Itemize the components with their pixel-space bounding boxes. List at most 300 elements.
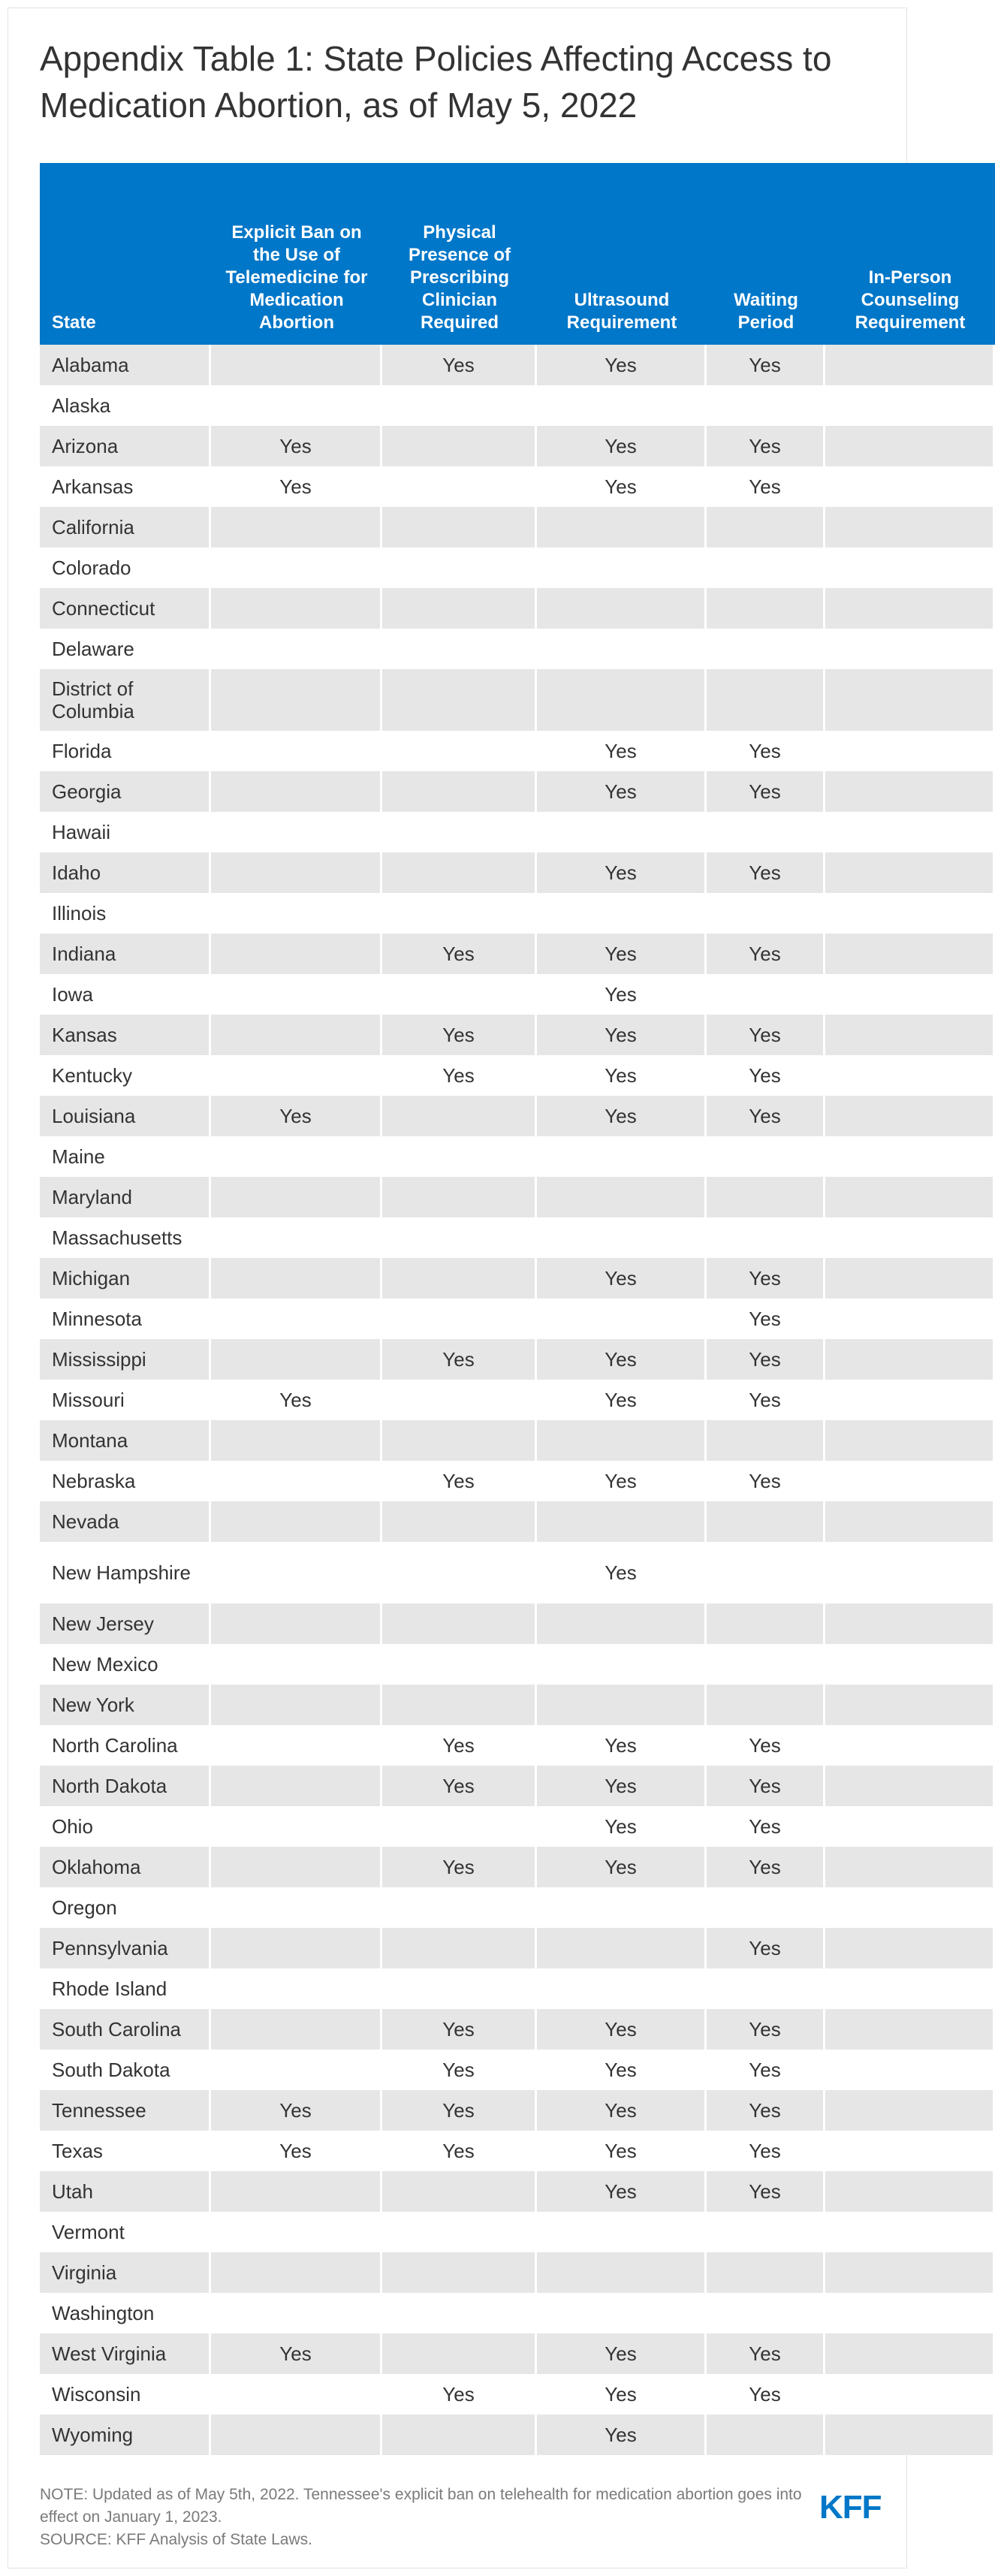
cell-in-person-counseling (825, 2333, 995, 2374)
cell-telemedicine-ban (211, 1339, 382, 1380)
cell-physical-presence (382, 1380, 537, 1420)
cell-in-person-counseling (825, 1887, 995, 1928)
cell-waiting-period: Yes (707, 1725, 825, 1766)
cell-physical-presence (382, 812, 537, 852)
cell-state: Montana (40, 1420, 211, 1461)
table-row (40, 426, 995, 466)
cell-in-person-counseling (825, 771, 995, 812)
cell-telemedicine-ban (211, 1847, 382, 1887)
table-row (40, 974, 995, 1015)
policy-table (40, 163, 995, 2455)
cell-physical-presence: Yes (382, 1339, 537, 1380)
cell-waiting-period (707, 1887, 825, 1928)
cell-physical-presence: Yes (382, 2090, 537, 2131)
cell-in-person-counseling (825, 1136, 995, 1177)
cell-physical-presence (382, 2333, 537, 2374)
cell-ultrasound: Yes (537, 2131, 707, 2171)
table-row (40, 345, 995, 385)
table-container (40, 163, 966, 2446)
cell-telemedicine-ban (211, 1887, 382, 1928)
cell-physical-presence (382, 1096, 537, 1136)
cell-waiting-period: Yes (707, 2333, 825, 2374)
cell-waiting-period: Yes (707, 731, 825, 771)
cell-in-person-counseling (825, 1685, 995, 1725)
cell-in-person-counseling (825, 2131, 995, 2171)
cell-in-person-counseling (825, 852, 995, 893)
cell-physical-presence: Yes (382, 1015, 537, 1055)
cell-physical-presence (382, 1542, 537, 1603)
table-title: Appendix Table 1: State Policies Affecting Access to Medication Abortion, as of May 5, 2022 (40, 39, 832, 125)
cell-physical-presence (382, 1501, 537, 1542)
cell-state: Vermont (40, 2212, 211, 2252)
cell-state: Georgia (40, 771, 211, 812)
cell-in-person-counseling (825, 934, 995, 974)
cell-state: Alabama (40, 345, 211, 385)
cell-in-person-counseling (825, 466, 995, 507)
cell-waiting-period: Yes (707, 1461, 825, 1501)
cell-waiting-period: Yes (707, 2131, 825, 2171)
cell-telemedicine-ban (211, 1685, 382, 1725)
cell-telemedicine-ban (211, 934, 382, 974)
cell-physical-presence (382, 2415, 537, 2455)
cell-physical-presence: Yes (382, 2050, 537, 2090)
cell-physical-presence (382, 1603, 537, 1644)
cell-waiting-period (707, 1136, 825, 1177)
cell-physical-presence (382, 426, 537, 466)
cell-physical-presence (382, 1299, 537, 1339)
cell-ultrasound: Yes (537, 2333, 707, 2374)
table-row (40, 893, 995, 934)
cell-ultrasound: Yes (537, 852, 707, 893)
cell-ultrasound (537, 812, 707, 852)
table-row (40, 1968, 995, 2009)
table-row (40, 1258, 995, 1299)
note-text: NOTE: Updated as of May 5th, 2022. Tennessee's explicit ban on telehealth for medication abortion goes into effect on January 1, 2023. (40, 2486, 802, 2526)
cell-state: Louisiana (40, 1096, 211, 1136)
cell-ultrasound: Yes (537, 731, 707, 771)
table-row (40, 1015, 995, 1055)
cell-state: North Dakota (40, 1766, 211, 1806)
cell-waiting-period (707, 2252, 825, 2293)
table-row (40, 669, 995, 731)
cell-telemedicine-ban (211, 547, 382, 588)
cell-state: Indiana (40, 934, 211, 974)
cell-ultrasound (537, 1420, 707, 1461)
cell-waiting-period: Yes (707, 1015, 825, 1055)
table-row (40, 2050, 995, 2090)
table-row (40, 1380, 995, 1420)
cell-telemedicine-ban (211, 2009, 382, 2050)
cell-telemedicine-ban (211, 2293, 382, 2333)
table-row (40, 1136, 995, 1177)
cell-in-person-counseling (825, 507, 995, 547)
cell-physical-presence (382, 1806, 537, 1847)
cell-physical-presence: Yes (382, 345, 537, 385)
cell-waiting-period (707, 2415, 825, 2455)
cell-ultrasound (537, 507, 707, 547)
cell-ultrasound (537, 2293, 707, 2333)
cell-physical-presence (382, 2171, 537, 2212)
cell-in-person-counseling (825, 1847, 995, 1887)
cell-physical-presence: Yes (382, 2009, 537, 2050)
cell-physical-presence: Yes (382, 1461, 537, 1501)
cell-waiting-period (707, 812, 825, 852)
column-header-in-person-counseling: In-Person Counseling Requirement (825, 163, 995, 345)
table-row (40, 2252, 995, 2293)
cell-physical-presence: Yes (382, 1725, 537, 1766)
cell-physical-presence (382, 1136, 537, 1177)
cell-state: Illinois (40, 893, 211, 934)
table-row (40, 1217, 995, 1258)
cell-physical-presence: Yes (382, 1766, 537, 1806)
table-row (40, 2131, 995, 2171)
cell-physical-presence: Yes (382, 1847, 537, 1887)
cell-physical-presence (382, 669, 537, 731)
cell-waiting-period: Yes (707, 1299, 825, 1339)
cell-ultrasound: Yes (537, 1339, 707, 1380)
cell-waiting-period: Yes (707, 1096, 825, 1136)
table-row (40, 1887, 995, 1928)
cell-waiting-period: Yes (707, 2050, 825, 2090)
cell-telemedicine-ban (211, 1015, 382, 1055)
cell-telemedicine-ban (211, 1766, 382, 1806)
cell-waiting-period (707, 974, 825, 1015)
cell-state: Minnesota (40, 1299, 211, 1339)
cell-waiting-period (707, 1542, 825, 1603)
cell-in-person-counseling (825, 1258, 995, 1299)
cell-ultrasound (537, 385, 707, 426)
cell-telemedicine-ban (211, 812, 382, 852)
cell-telemedicine-ban (211, 507, 382, 547)
cell-physical-presence (382, 1217, 537, 1258)
cell-ultrasound: Yes (537, 466, 707, 507)
cell-ultrasound (537, 1644, 707, 1685)
cell-waiting-period (707, 1420, 825, 1461)
column-header-ultrasound: Ultrasound Requirement (537, 163, 707, 345)
table-row (40, 1685, 995, 1725)
cell-in-person-counseling (825, 1217, 995, 1258)
cell-physical-presence (382, 771, 537, 812)
cell-in-person-counseling (825, 1055, 995, 1096)
cell-physical-presence: Yes (382, 934, 537, 974)
cell-ultrasound (537, 1177, 707, 1217)
table-row (40, 2009, 995, 2050)
cell-telemedicine-ban: Yes (211, 2333, 382, 2374)
cell-in-person-counseling (825, 2171, 995, 2212)
cell-ultrasound (537, 1603, 707, 1644)
cell-state: Florida (40, 731, 211, 771)
cell-in-person-counseling (825, 1501, 995, 1542)
cell-ultrasound (537, 1136, 707, 1177)
cell-state: Maryland (40, 1177, 211, 1217)
cell-physical-presence (382, 974, 537, 1015)
cell-waiting-period (707, 1644, 825, 1685)
cell-telemedicine-ban (211, 771, 382, 812)
cell-telemedicine-ban (211, 669, 382, 731)
cell-waiting-period (707, 588, 825, 629)
cell-physical-presence: Yes (382, 2131, 537, 2171)
cell-telemedicine-ban (211, 2171, 382, 2212)
cell-physical-presence (382, 852, 537, 893)
cell-waiting-period: Yes (707, 1928, 825, 1968)
cell-state: New Mexico (40, 1644, 211, 1685)
cell-ultrasound: Yes (537, 2374, 707, 2415)
cell-waiting-period (707, 893, 825, 934)
cell-telemedicine-ban (211, 1299, 382, 1339)
table-row (40, 1725, 995, 1766)
cell-physical-presence: Yes (382, 1055, 537, 1096)
cell-telemedicine-ban (211, 1177, 382, 1217)
cell-state: Pennsylvania (40, 1928, 211, 1968)
cell-waiting-period (707, 669, 825, 731)
cell-in-person-counseling (825, 1644, 995, 1685)
cell-ultrasound: Yes (537, 1461, 707, 1501)
cell-ultrasound: Yes (537, 2090, 707, 2131)
cell-in-person-counseling (825, 1806, 995, 1847)
cell-in-person-counseling (825, 385, 995, 426)
cell-state: Kansas (40, 1015, 211, 1055)
cell-telemedicine-ban (211, 629, 382, 669)
cell-physical-presence (382, 1420, 537, 1461)
kff-logo: KFF (819, 2489, 882, 2526)
cell-waiting-period: Yes (707, 466, 825, 507)
figure-frame (8, 8, 966, 2568)
cell-ultrasound: Yes (537, 1096, 707, 1136)
cell-waiting-period (707, 547, 825, 588)
cell-waiting-period: Yes (707, 771, 825, 812)
column-header-physical-presence: Physical Presence of Prescribing Clinician Required (382, 163, 537, 345)
cell-state: South Dakota (40, 2050, 211, 2090)
cell-telemedicine-ban (211, 1420, 382, 1461)
cell-ultrasound: Yes (537, 1725, 707, 1766)
table-row (40, 1603, 995, 1644)
cell-in-person-counseling (825, 2090, 995, 2131)
cell-state: Ohio (40, 1806, 211, 1847)
table-row (40, 547, 995, 588)
cell-in-person-counseling (825, 629, 995, 669)
cell-ultrasound (537, 2212, 707, 2252)
table-row (40, 629, 995, 669)
cell-in-person-counseling (825, 2009, 995, 2050)
cell-state: District of Columbia (40, 669, 211, 731)
cell-telemedicine-ban (211, 1258, 382, 1299)
cell-physical-presence (382, 1644, 537, 1685)
cell-telemedicine-ban (211, 731, 382, 771)
cell-waiting-period: Yes (707, 1055, 825, 1096)
cell-ultrasound: Yes (537, 934, 707, 974)
cell-state: Texas (40, 2131, 211, 2171)
cell-state: South Carolina (40, 2009, 211, 2050)
cell-telemedicine-ban (211, 974, 382, 1015)
cell-telemedicine-ban (211, 1928, 382, 1968)
column-header-telemedicine-ban: Explicit Ban on the Use of Telemedicine for Medication Abortion (211, 163, 382, 345)
cell-waiting-period (707, 629, 825, 669)
cell-in-person-counseling (825, 1339, 995, 1380)
cell-physical-presence (382, 1685, 537, 1725)
cell-waiting-period: Yes (707, 2374, 825, 2415)
cell-telemedicine-ban (211, 1603, 382, 1644)
column-header-state: State (40, 163, 211, 345)
table-row (40, 1096, 995, 1136)
cell-ultrasound (537, 1887, 707, 1928)
cell-in-person-counseling (825, 1177, 995, 1217)
table-row (40, 1766, 995, 1806)
cell-physical-presence (382, 507, 537, 547)
cell-state: Hawaii (40, 812, 211, 852)
cell-in-person-counseling (825, 1380, 995, 1420)
column-header-waiting-period: Waiting Period (707, 163, 825, 345)
cell-waiting-period: Yes (707, 2009, 825, 2050)
table-row (40, 1806, 995, 1847)
cell-in-person-counseling (825, 2252, 995, 2293)
cell-in-person-counseling (825, 2293, 995, 2333)
cell-waiting-period (707, 1217, 825, 1258)
cell-state: Tennessee (40, 2090, 211, 2131)
cell-ultrasound (537, 588, 707, 629)
cell-in-person-counseling (825, 1015, 995, 1055)
cell-telemedicine-ban (211, 2415, 382, 2455)
cell-ultrasound: Yes (537, 345, 707, 385)
cell-ultrasound: Yes (537, 2009, 707, 2050)
cell-ultrasound: Yes (537, 1055, 707, 1096)
cell-physical-presence (382, 2252, 537, 2293)
cell-ultrasound: Yes (537, 974, 707, 1015)
cell-ultrasound (537, 669, 707, 731)
cell-waiting-period (707, 1685, 825, 1725)
table-row (40, 588, 995, 629)
table-row (40, 2090, 995, 2131)
table-row (40, 1461, 995, 1501)
table-row (40, 1055, 995, 1096)
cell-physical-presence (382, 2293, 537, 2333)
cell-in-person-counseling (825, 1299, 995, 1339)
cell-telemedicine-ban (211, 1725, 382, 1766)
cell-in-person-counseling (825, 1420, 995, 1461)
cell-physical-presence (382, 1928, 537, 1968)
cell-telemedicine-ban: Yes (211, 2090, 382, 2131)
cell-physical-presence (382, 1968, 537, 2009)
cell-state: Oklahoma (40, 1847, 211, 1887)
cell-state: Colorado (40, 547, 211, 588)
cell-physical-presence (382, 731, 537, 771)
cell-in-person-counseling (825, 812, 995, 852)
table-row (40, 1847, 995, 1887)
table-row (40, 1501, 995, 1542)
cell-telemedicine-ban (211, 2212, 382, 2252)
cell-in-person-counseling (825, 2050, 995, 2090)
cell-waiting-period (707, 1968, 825, 2009)
table-row (40, 2415, 995, 2455)
cell-in-person-counseling (825, 1603, 995, 1644)
cell-in-person-counseling (825, 2212, 995, 2252)
cell-ultrasound (537, 1685, 707, 1725)
cell-ultrasound: Yes (537, 1258, 707, 1299)
cell-telemedicine-ban (211, 1501, 382, 1542)
cell-physical-presence (382, 893, 537, 934)
cell-telemedicine-ban (211, 2252, 382, 2293)
table-row (40, 1177, 995, 1217)
cell-physical-presence (382, 547, 537, 588)
cell-telemedicine-ban (211, 1968, 382, 2009)
cell-in-person-counseling (825, 2415, 995, 2455)
cell-waiting-period (707, 1501, 825, 1542)
cell-waiting-period (707, 1177, 825, 1217)
table-row (40, 2171, 995, 2212)
cell-state: Utah (40, 2171, 211, 2212)
cell-in-person-counseling (825, 1725, 995, 1766)
cell-ultrasound: Yes (537, 1847, 707, 1887)
cell-waiting-period: Yes (707, 1806, 825, 1847)
cell-state: New York (40, 1685, 211, 1725)
cell-physical-presence (382, 1177, 537, 1217)
cell-state: Idaho (40, 852, 211, 893)
cell-telemedicine-ban (211, 1055, 382, 1096)
cell-telemedicine-ban (211, 2050, 382, 2090)
cell-physical-presence (382, 1887, 537, 1928)
cell-ultrasound: Yes (537, 1542, 707, 1603)
cell-ultrasound (537, 1928, 707, 1968)
cell-telemedicine-ban (211, 345, 382, 385)
cell-waiting-period: Yes (707, 2090, 825, 2131)
cell-in-person-counseling (825, 2374, 995, 2415)
cell-ultrasound: Yes (537, 2415, 707, 2455)
cell-state: Arkansas (40, 466, 211, 507)
cell-waiting-period (707, 2212, 825, 2252)
table-row (40, 1299, 995, 1339)
cell-ultrasound: Yes (537, 426, 707, 466)
cell-state: Kentucky (40, 1055, 211, 1096)
cell-state: Wisconsin (40, 2374, 211, 2415)
cell-in-person-counseling (825, 345, 995, 385)
cell-ultrasound (537, 1968, 707, 2009)
cell-state: Arizona (40, 426, 211, 466)
table-row (40, 385, 995, 426)
cell-in-person-counseling (825, 588, 995, 629)
table-row (40, 852, 995, 893)
cell-waiting-period (707, 2293, 825, 2333)
cell-in-person-counseling (825, 1542, 995, 1603)
cell-ultrasound (537, 547, 707, 588)
cell-in-person-counseling (825, 547, 995, 588)
cell-in-person-counseling (825, 1968, 995, 2009)
cell-state: North Carolina (40, 1725, 211, 1766)
cell-telemedicine-ban (211, 2374, 382, 2415)
table-header-row (40, 163, 995, 345)
cell-ultrasound (537, 1217, 707, 1258)
table-row (40, 1928, 995, 1968)
cell-physical-presence (382, 2212, 537, 2252)
source-text: SOURCE: KFF Analysis of State Laws. (40, 2531, 312, 2548)
cell-telemedicine-ban (211, 1806, 382, 1847)
table-row (40, 1420, 995, 1461)
cell-waiting-period: Yes (707, 1766, 825, 1806)
cell-state: Washington (40, 2293, 211, 2333)
cell-telemedicine-ban: Yes (211, 1380, 382, 1420)
cell-state: Virginia (40, 2252, 211, 2293)
cell-ultrasound: Yes (537, 2050, 707, 2090)
table-row (40, 466, 995, 507)
cell-ultrasound (537, 629, 707, 669)
cell-waiting-period: Yes (707, 1380, 825, 1420)
cell-state: New Jersey (40, 1603, 211, 1644)
cell-in-person-counseling (825, 893, 995, 934)
cell-ultrasound: Yes (537, 1766, 707, 1806)
cell-in-person-counseling (825, 731, 995, 771)
cell-telemedicine-ban (211, 1136, 382, 1177)
table-row (40, 2374, 995, 2415)
cell-telemedicine-ban: Yes (211, 1096, 382, 1136)
cell-physical-presence (382, 385, 537, 426)
